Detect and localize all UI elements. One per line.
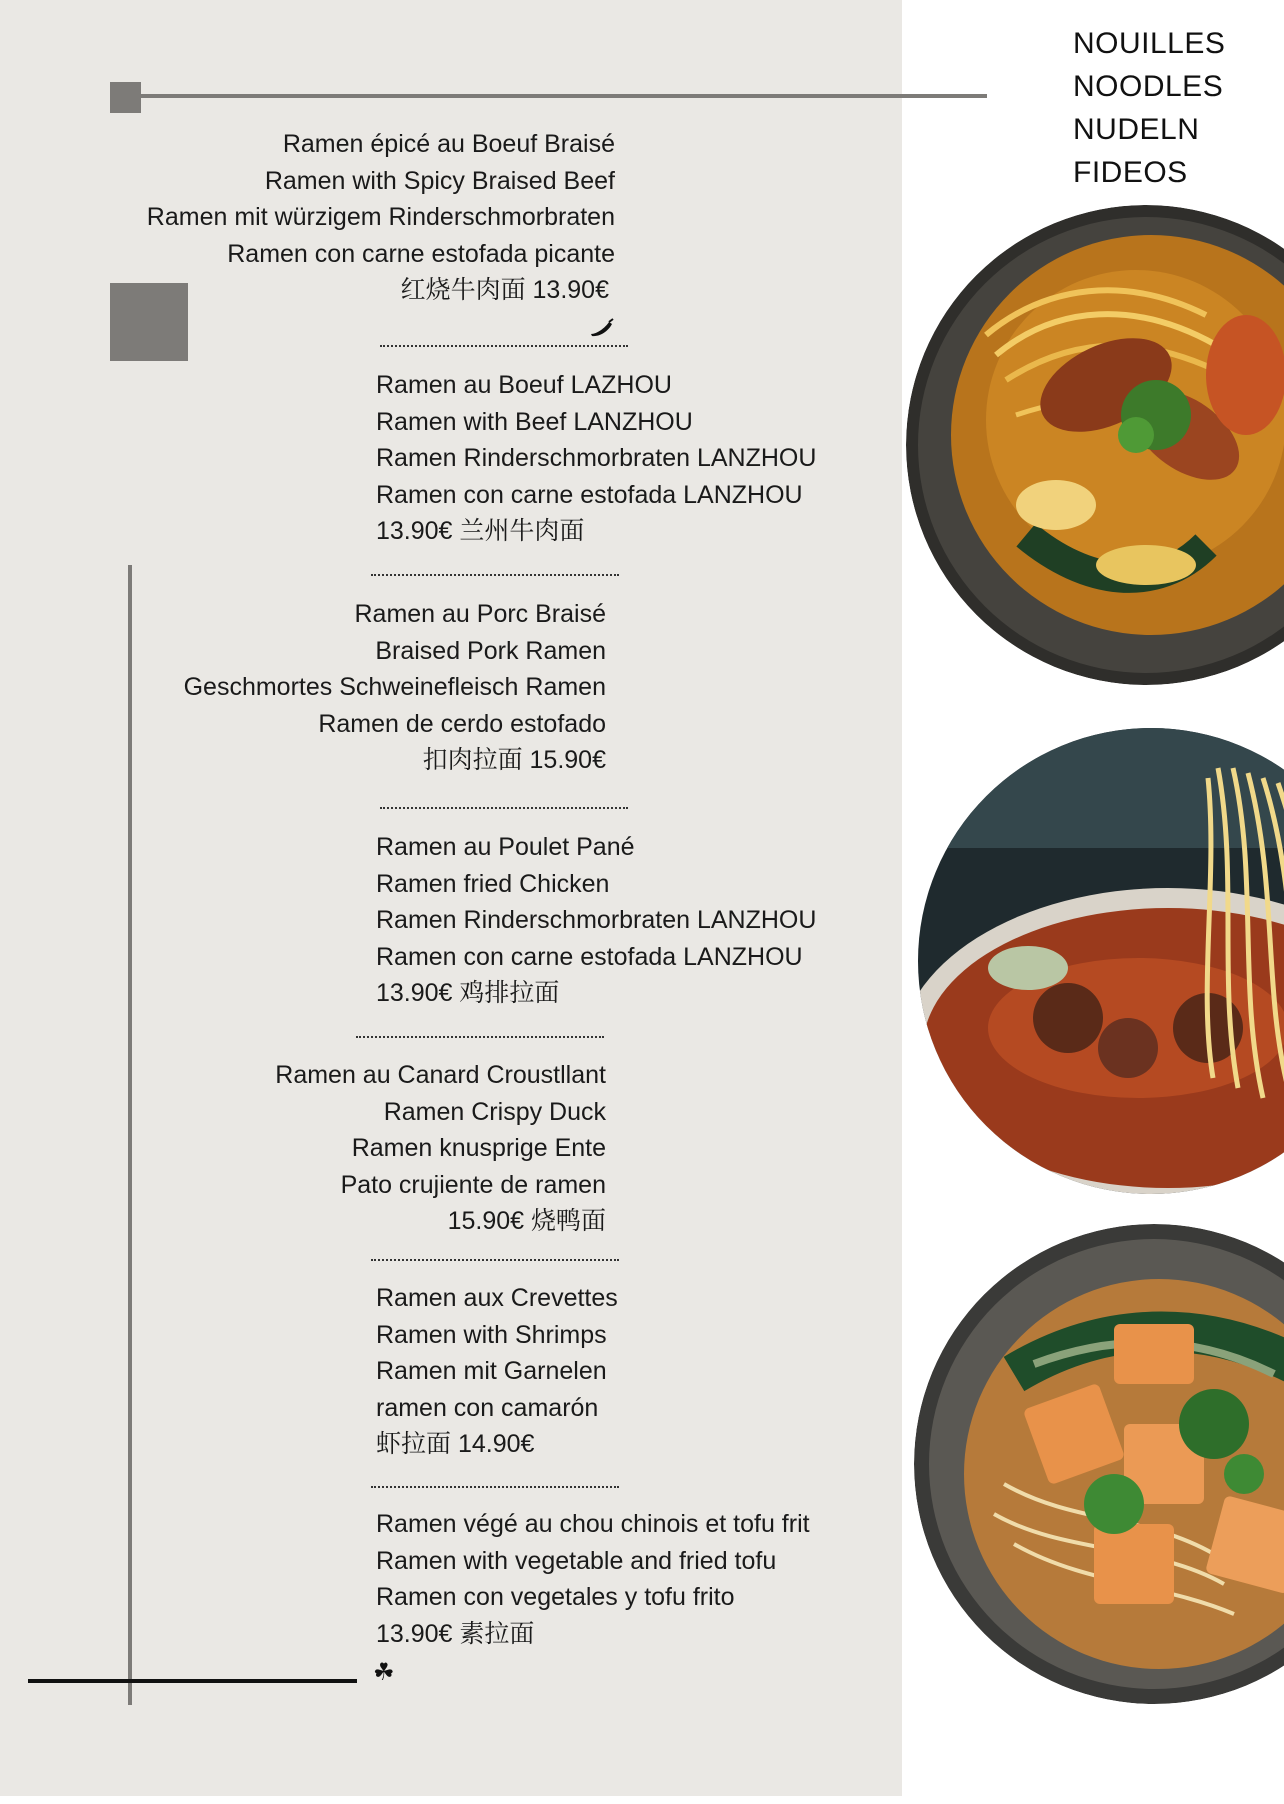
item-separator	[356, 1036, 604, 1038]
item-line: ramen con camarón	[376, 1393, 599, 1422]
top-divider-line	[130, 94, 987, 98]
item-line: Braised Pork Ramen	[375, 636, 606, 665]
item-price-line: 扣肉拉面 15.90€	[422, 746, 606, 775]
tofu-ramen-bowl-photo	[914, 1224, 1284, 1704]
heading-french: NOUILLES	[1073, 27, 1226, 60]
bottom-divider-line	[28, 1679, 357, 1683]
item-line: Ramen mit Garnelen	[376, 1357, 607, 1386]
item-line: Ramen Rinderschmorbraten LANZHOU	[376, 444, 817, 473]
menu-item-beef-lanzhou	[376, 367, 816, 550]
vertical-divider-line	[128, 565, 132, 1705]
item-separator	[371, 1259, 619, 1261]
item-line: Ramen Rinderschmorbraten LANZHOU	[376, 906, 817, 935]
item-line: Ramen de cerdo estofado	[318, 709, 606, 738]
item-line: Geschmortes Schweinefleisch Ramen	[183, 673, 606, 702]
item-price-line: 15.90€ 烧鸭面	[447, 1207, 606, 1236]
item-separator	[371, 574, 619, 576]
beef-noodle-bowl-photo	[906, 205, 1284, 685]
item-line: Ramen au Canard Croustllant	[275, 1061, 606, 1089]
item-line: Ramen Crispy Duck	[383, 1097, 606, 1126]
heading-german: NUDELN	[1073, 113, 1200, 146]
item-separator	[380, 345, 628, 347]
menu-item-shrimps	[376, 1280, 618, 1463]
item-separator	[380, 807, 628, 809]
menu-item-braised-pork	[184, 596, 606, 779]
item-line: Ramen au Boeuf LAZHOU	[376, 371, 672, 399]
item-price-line: 虾拉面 14.90€	[376, 1430, 535, 1459]
item-separator	[371, 1486, 619, 1488]
noodles-lifted-photo	[918, 728, 1284, 1194]
menu-item-vegetable-tofu	[376, 1506, 810, 1652]
item-price-line: 13.90€ 兰州牛肉面	[376, 517, 585, 546]
item-price-line: 红烧牛肉面 13.90€	[400, 276, 609, 305]
item-line: Ramen con carne estofada LANZHOU	[376, 942, 803, 971]
section-heading	[1073, 22, 1225, 194]
item-line: Pato crujiente de ramen	[340, 1170, 606, 1199]
item-line: Ramen aux Crevettes	[376, 1284, 618, 1312]
item-line: Ramen mit würzigem Rinderschmorbraten	[146, 203, 615, 232]
item-price-line: 13.90€ 鸡排拉面	[376, 979, 560, 1008]
decorative-square-small	[110, 82, 141, 113]
menu-item-spicy-braised-beef	[147, 126, 615, 309]
item-line: Ramen con carne estofada picante	[227, 239, 615, 268]
item-line: Ramen fried Chicken	[376, 869, 610, 898]
item-line: Ramen épicé au Boeuf Braisé	[282, 130, 615, 158]
item-line: Ramen au Porc Braisé	[354, 600, 606, 628]
clover-icon: ☘	[373, 1659, 395, 1686]
heading-spanish: FIDEOS	[1073, 156, 1188, 189]
item-line: Ramen with Beef LANZHOU	[376, 407, 693, 436]
item-line: Ramen végé au chou chinois et tofu frit	[376, 1510, 810, 1538]
menu-item-crispy-duck	[275, 1057, 606, 1240]
item-line: Ramen au Poulet Pané	[376, 833, 635, 861]
item-line: Ramen knusprige Ente	[351, 1134, 606, 1163]
heading-english: NOODLES	[1073, 70, 1224, 103]
item-line: Ramen with vegetable and fried tofu	[376, 1546, 777, 1575]
item-line: Ramen with Spicy Braised Beef	[264, 166, 615, 195]
item-line: Ramen con vegetales y tofu frito	[376, 1583, 735, 1612]
menu-item-fried-chicken	[376, 829, 816, 1012]
item-line: Ramen with Shrimps	[376, 1320, 607, 1349]
chili-pepper-icon	[589, 318, 615, 344]
item-line: Ramen con carne estofada LANZHOU	[376, 480, 803, 509]
item-price-line: 13.90€ 素拉面	[376, 1619, 535, 1648]
